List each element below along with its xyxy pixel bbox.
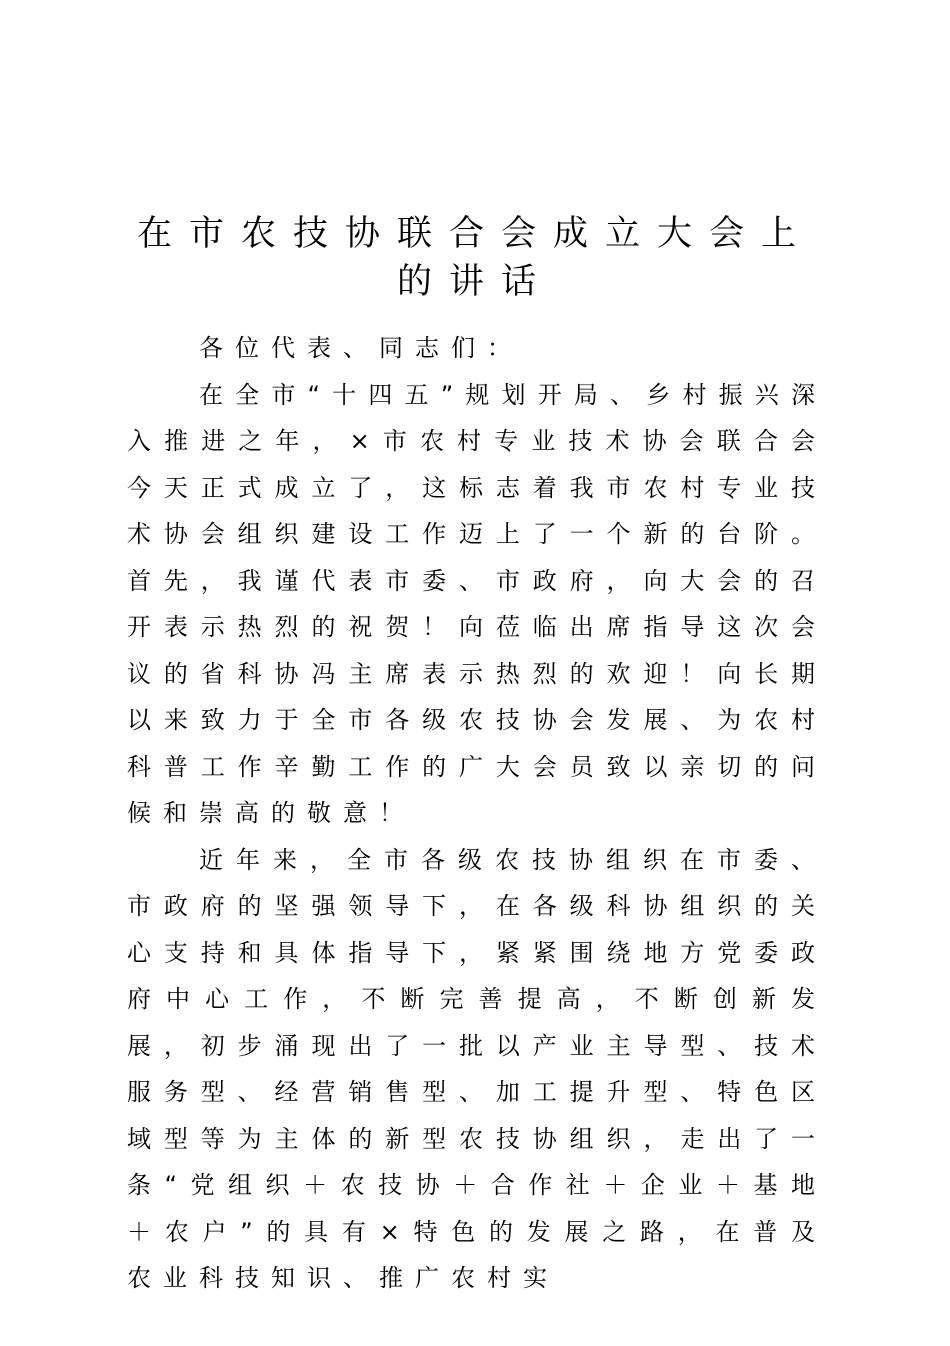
document-body (127, 325, 827, 1302)
salutation: 各位代表、同志们： (199, 334, 523, 362)
document-title (100, 210, 850, 306)
paragraph-2: 近年来，全市各级农技协组织在市委、市政府的坚强领导下，在各级科协组织的关心支持和具体指导下，紧紧围绕地方党委政府中心工作，不断完善提高，不断创新发展，初步涌现出了一批以产业主导型、技术服务型、经营销售型、加工提升型、特色区域型等为主体的新型农技协组织，走出了一条“党组织＋农技协＋合作社＋企业＋基地＋农户”的具有×特色的发展之路，在普及农业科技知识、推广农村实 (127, 845, 827, 1292)
title-line-1: 在市农技协联合会成立大会上 (136, 214, 813, 254)
paragraph-1: 在全市“十四五”规划开局、乡村振兴深入推进之年，×市农村专业技术协会联合会今天正式成立了，这标志着我市农村专业技术协会组织建设工作迈上了一个新的台阶。首先，我谨代表市委、市政府，向大会的召开表示热烈的祝贺！向莅临出席指导这次会议的省科协冯主席表示热烈的欢迎！向长期以来致力于全市各级农技协会发展、为农村科普工作辛勤工作的广大会员致以亲切的问候和崇高的敬意！ (127, 380, 827, 827)
title-line-2: 的讲话 (396, 262, 553, 302)
